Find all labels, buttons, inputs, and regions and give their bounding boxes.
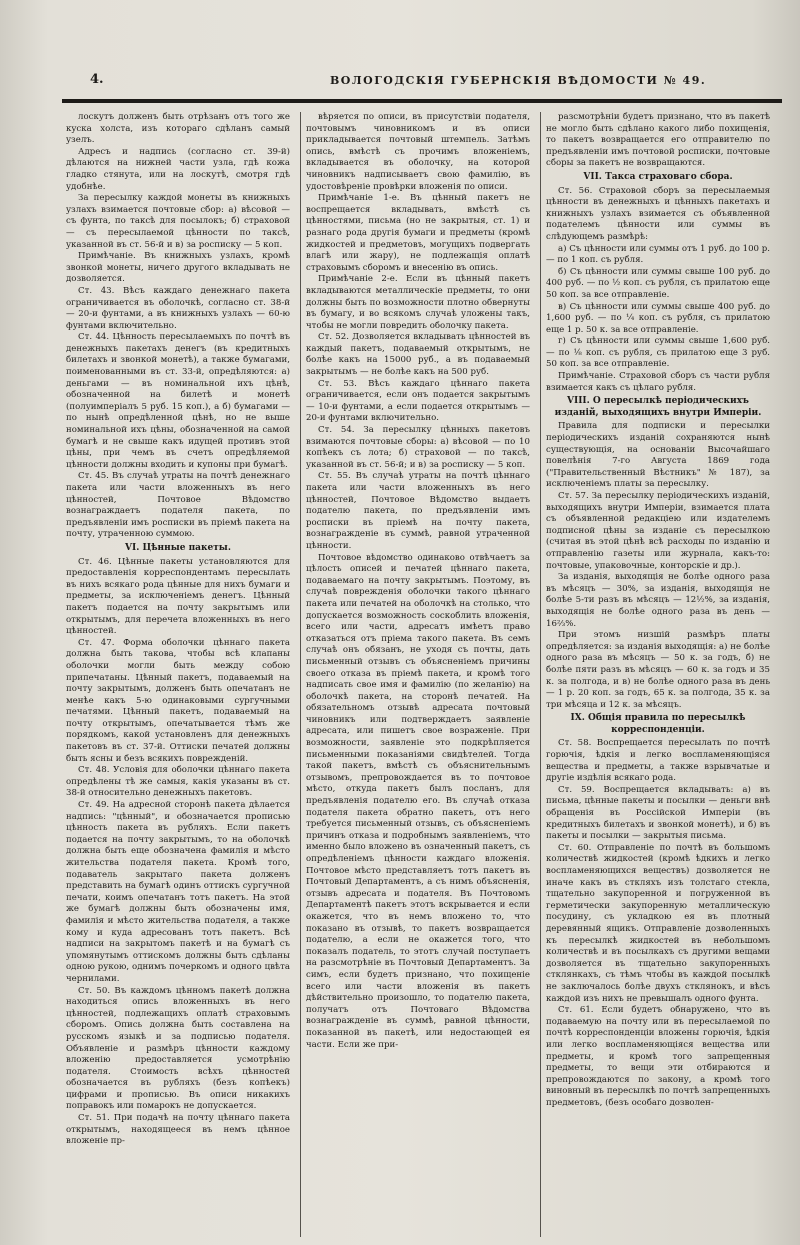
paragraph: Примѣчаніе. Въ книжныхъ узлахъ, кромѣ звонкой монеты, ничего другого вкладывать не дозволяется. bbox=[66, 251, 290, 285]
paragraph: б) Съ цѣнности или суммы свыше 100 руб. до 400 руб. — по ½ коп. съ рубля, съ прилатою еще 50 коп. за все отправленіе. bbox=[546, 266, 770, 300]
paragraph: Ст. 52. Дозволяется вкладывать цѣнностей въ каждый пакетъ, подаваемый открытымъ, не болѣе какъ на 15000 руб., а въ подаваемый закрытымъ — не болѣе какъ на 500 руб. bbox=[306, 332, 530, 378]
page-header bbox=[60, 70, 780, 94]
paragraph: Примѣчаніе. Страховой сборъ съ части рубля взимается какъ съ цѣлаго рубля. bbox=[546, 371, 770, 393]
paragraph: лоскутъ долженъ быть отрѣзанъ отъ того же куска холста, изъ котораго сдѣланъ самый узелъ. bbox=[66, 112, 290, 146]
paragraph: Примѣчаніе 2-е. Если въ цѣнный пакетъ вкладываются металлическіе предметы, то они должны быть по возможности плотно обвернуты въ бумагу, и во всякомъ случаѣ уложены такъ, чтобы не могли повредить оболочку пакета. bbox=[306, 274, 530, 331]
column-2 bbox=[306, 112, 530, 1237]
section-title-vi: VI. Цѣнные пакеты. bbox=[125, 542, 231, 553]
column-3-text-cont bbox=[546, 186, 770, 395]
paragraph: Ст. 44. Цѣнность пересылаемыхъ по почтѣ въ денежныхъ пакетахъ денегъ (въ кредитныхъ билетахъ и звонкой монетѣ), а также бумагами, поименованными въ ст. 33-й, опредѣляются: а) деньгами — въ номинальной ихъ цѣнѣ, обозначенной на билетѣ и монетѣ (полуимперіалъ 5 руб. 15 коп.), а б) бумагами — по нынѣ опредѣленной цѣнѣ, но не выше номинальной ихъ цѣны, обозначенной на самой бумагѣ и не свыше какъ идущей противъ этой цѣны, при чемъ въ счетъ опредѣляемой цѣнности должны входить и купоны при бумагѣ. bbox=[66, 332, 290, 470]
paragraph: Ст. 59. Воспрещается вкладывать: а) въ письма, цѣнные пакеты и посылки — деньги внѣ обращенія въ Россійской Имперіи (въ кредитныхъ билетахъ и звонкой монетѣ), и б) въ пакеты и посылки — закрытыя письма. bbox=[546, 784, 770, 842]
paragraph: Ст. 49. На адресной сторонѣ пакета дѣлается надпись: "цѣнный", и обозначается прописью цѣнность пакета въ рубляхъ. Если пакетъ подается на почту закрытымъ, то на оболочкѣ должна быть еще обозначена фамилія и мѣсто жительства подателя пакета. Кромѣ того, подаватель закрытаго пакета долженъ представить на бумагѣ одинъ оттискъ сургучной печати, коимъ опечатанъ тотъ пакетъ. На этой же бумагѣ должны быть обозначены имя, фамилія и мѣсто жительства подателя, а также кому и куда адресованъ тотъ пакетъ. Всѣ надписи на закрытомъ пакетѣ и на бумагѣ съ упомянутымъ оттискомъ должны быть сдѣланы одною рукою, однимъ почеркомъ и одного цвѣта чернилами. bbox=[66, 800, 290, 984]
paragraph: Адресъ и надпись (согласно ст. 39-й) дѣлаются на нижней части узла, гдѣ кожа гладко стянута, или на лоскутѣ, смотря гдѣ удобнѣе. bbox=[66, 146, 290, 192]
column-3 bbox=[546, 112, 770, 1237]
column-3-text-cont3 bbox=[546, 738, 770, 1109]
paragraph: Ст. 56. Страховой сборъ за пересылаемыя цѣнности въ денежныхъ и цѣнныхъ пакетахъ и книжныхъ узлахъ взимается съ объявленной подателемъ цѣнности или суммы въ слѣдующемъ размѣрѣ: bbox=[546, 185, 770, 242]
paragraph: разсмотрѣніи будетъ признано, что въ пакетѣ не могло быть сдѣлано какого либо похищенія, то пакетъ возвращается его отправителю по предъявленіи имъ почтовой росписки, почтовые сборы за пакетъ не возвращаются. bbox=[546, 112, 770, 169]
column-divider bbox=[300, 112, 301, 1237]
paragraph: За изданія, выходящія не болѣе одного раза въ мѣсяцъ — 30%, за изданія, выходящія не болѣе 5-ти разъ въ мѣсяцъ — 12½%, за изданія, выходящія не болѣе одного раза въ день — 16⅔%. bbox=[546, 572, 770, 629]
paragraph: Правила для подписки и пересылки періодическихъ изданій сохраняются нынѣ существующія, на основаніи Высочайшаго повелѣнія 7-го Августа 1869 года ("Правительственный Вѣстникъ" № 187), за исключеніемъ платы за пересылку. bbox=[546, 421, 770, 490]
paragraph: Ст. 61. Если будетъ обнаружено, что въ подаваемую на почту или въ пересылаемой по почтѣ корреспонденціи вложены горючія, ѣдкія или легко воспламеняющіяся вещества или предметы, и кромѣ того запрещенныя предметы, то вещи эти отбираются и препровождаются по закону, а кромѣ того виновный въ пересылкѣ по почтѣ запрещенныхъ предметовъ, (безъ особаго дозволен- bbox=[546, 1005, 770, 1108]
paragraph: Примѣчаніе 1-е. Въ цѣнный пакетъ не воспрещается вкладывать, вмѣстѣ съ цѣнностями, письма (но не закрытыя, ст. 1) и разнаго рода другія бумаги и предметы (кромѣ жидкостей и предметовъ, могущихъ подвергать влагѣ или жару), не подлежащія оплатѣ страховымъ сборомъ и внесенію въ опись. bbox=[306, 193, 530, 273]
paragraph: Ст. 60. Отправленіе по почтѣ въ большомъ количествѣ жидкостей (кромѣ ѣдкихъ и легко воспламеняющихся веществъ) дозволяется не иначе какъ въ сткляхъ изъ толстаго стекла, тщательно закупоренной и погруженной въ герметически закупоренную металлическую посудину, съ укладкою ея въ плотный деревянный ящикъ. Отправленіе дозволенныхъ къ пересылкѣ жидкостей въ небольшомъ количествѣ и въ посылкахъ съ другими вещами дозволяется въ тщательно закупоренныхъ стклянкахъ, съ тѣмъ чтобы въ каждой посылкѣ не заключалось болѣе двухъ стклянокъ, и вѣсъ каждой изъ нихъ не превышалъ одного фунта. bbox=[546, 842, 770, 1004]
column-3-text bbox=[546, 112, 770, 170]
paragraph: Ст. 54. За пересылку цѣнныхъ пакетовъ взимаются почтовые сборы: а) вѣсовой — по 10 копѣекъ съ лота; б) страховой — по таксѣ, указанной въ ст. 56-й; и в) за росписку — 5 коп. bbox=[306, 425, 530, 470]
paragraph: Ст. 43. Вѣсъ каждаго денежнаго пакета ограничивается въ оболочкѣ, согласно ст. 38-й — 20-и фунтами, а въ книжныхъ узлахъ — 60-ю фунтами включительно. bbox=[66, 285, 290, 331]
column-1 bbox=[66, 112, 290, 1237]
paragraph: Ст. 53. Вѣсъ каждаго цѣннаго пакета ограничивается, если онъ подается закрытымъ — 10-и фунтами, а если подается открытымъ — 20-и фунтами включительно. bbox=[306, 378, 530, 424]
paragraph: Ст. 48. Условія для оболочки цѣннаго пакета опредѣлены тѣ же самыя, какія указаны въ ст. 38-й относительно денежныхъ пакетовъ. bbox=[66, 765, 290, 799]
paragraph: Ст. 58. Воспрещается пересылать по почтѣ горючія, ѣдкія и легко воспламеняющіяся вещества и предметы, а также взрывчатые и другіе издѣлія всякаго рода. bbox=[546, 738, 770, 784]
paragraph: вѣряется по описи, въ присутствіи подателя, почтовымъ чиновникомъ и въ описи прикладывается почтовый штемпель. Затѣмъ опись, вмѣстѣ съ прочимъ вложеніемъ, вкладывается въ оболочку, на которой чиновникъ надписываетъ свою фамилію, въ удостовѣреніе провѣрки вложенія по описи. bbox=[306, 112, 530, 192]
column-2-text bbox=[306, 112, 530, 1051]
column-1-text bbox=[66, 112, 290, 541]
paragraph: Ст. 47. Форма оболочки цѣннаго пакета должна быть такова, чтобы всѣ клапаны оболочки могли быть между собою припечатаны. Цѣнный пакетъ, подаваемый на почту закрытымъ, долженъ быть опечатанъ не менѣе какъ 5-ю одинаковыми сургучными печатями. Цѣнный пакетъ, подаваемый на почту открытымъ, опечатывается тѣмъ же порядкомъ, какой установленъ для денежныхъ пакетовъ въ ст. 37-й. Оттиски печатей должны быть ясны и безъ всякихъ поврежденій. bbox=[66, 637, 290, 764]
paragraph: а) Съ цѣнности или суммы отъ 1 руб. до 100 р. — по 1 коп. съ рубля. bbox=[546, 243, 770, 266]
paragraph: в) Съ цѣнности или суммы свыше 400 руб. до 1,600 руб. — по ¼ коп. съ рубля, съ прилатою еще 1 р. 50 к. за все отправленіе. bbox=[546, 301, 770, 335]
paragraph: Ст. 45. Въ случаѣ утраты на почтѣ денежнаго пакета или части вложенныхъ въ него цѣнностей, Почтовое Вѣдомство вознаграждаетъ подателя пакета, по предъявленіи имъ росписки въ пріемѣ пакета на почту, утраченною суммою. bbox=[66, 471, 290, 540]
paragraph: За пересылку каждой монеты въ книжныхъ узлахъ взимается почтовые сбор: а) вѣсовой — съ фунта, по таксѣ для посылокъ; б) страховой — съ пересылаемой цѣнности по таксѣ, указанной въ ст. 56-й и в) за росписку — 5 коп. bbox=[66, 193, 290, 250]
section-title-viii: VIII. О пересылкѣ періодическихъ изданій, выходящихъ внутри Имперіи. bbox=[554, 396, 762, 418]
paragraph: Ст. 46. Цѣнные пакеты установляются для предоставленія корреспондентамъ пересылать въ нихъ всякаго рода цѣнные для нихъ бумаги и предметы, за исключеніемъ денегъ. Цѣнный пакетъ подается на почту закрытымъ или открытымъ, для перечета вложенныхъ въ него цѣнностей. bbox=[66, 556, 290, 637]
section-title-ix: IX. Общія правила по пересылкѣ корреспонденціи. bbox=[570, 713, 746, 735]
column-divider bbox=[540, 112, 541, 1237]
header-rule bbox=[62, 99, 782, 103]
masthead-title: ВОЛОГОДСКІЯ ГУБЕРНСКІЯ ВѢДОМОСТИ № 49. bbox=[330, 74, 707, 87]
column-1-text-cont bbox=[66, 557, 290, 1148]
paragraph: г) Съ цѣнности или суммы свыше 1,600 руб. — по ⅛ коп. съ рубля, съ прилатою еще 3 руб. 50 коп. за все отправленіе. bbox=[546, 336, 770, 370]
column-3-text-cont2 bbox=[546, 421, 770, 711]
paragraph: Ст. 57. За пересылку періодическихъ изданій, выходящихъ внутри Имперіи, взимается плата съ объявленной редакціею или издателемъ подписной цѣны за изданіе съ пересылкою (считая въ этой цѣнѣ всѣ расходы по изданію и отправленію газеты или журнала, какъ-то: почтовые, упаковочные, конторскіе и др.). bbox=[546, 491, 770, 571]
section-title-vii: VII. Такса страховаго сбора. bbox=[583, 171, 733, 182]
paragraph: Ст. 55. Въ случаѣ утраты на почтѣ цѣннаго пакета или части вложенныхъ въ него цѣнностей, Почтовое Вѣдомство выдаетъ подателю пакета, по предъявленіи имъ росписки въ пріемѣ на почту пакета, вознагражденіе въ суммѣ, равной утраченной цѣнности. bbox=[306, 471, 530, 551]
page-number: 4. bbox=[90, 72, 104, 87]
paragraph: При этомъ низшій размѣръ платы опредѣляется: за изданія выходящія: а) не болѣе одного раза въ мѣсяцъ — 50 к. за годъ, б) не болѣе пяти разъ въ мѣсяцъ — 60 к. за годъ и 35 к. за полгода, и в) не болѣе одного раза въ день — 1 р. 20 коп. за годъ, 65 к. за полгода, 35 к. за три мѣсяца и 12 к. за мѣсяцъ. bbox=[546, 630, 770, 710]
paragraph: Ст. 51. При подачѣ на почту цѣннаго пакета открытымъ, находящееся въ немъ цѣнное вложеніе пр- bbox=[66, 1113, 290, 1147]
paragraph: Почтовое вѣдомство одинаково отвѣчаетъ за цѣлость описей и печатей цѣннаго пакета, подаваемаго на почту закрытымъ. Поэтому, въ случаѣ поврежденія оболочки такого цѣннаго пакета или печатей на оболочкѣ на столько, что допускается возможность соскоблить вложенія, всего или части, адресатъ имѣетъ право отказаться отъ пріема такого пакета. Въ семъ случаѣ онъ обязанъ, не уходя съ почты, дать письменный отзывъ съ объясненіемъ причины своего отказа въ пріемѣ пакета, и кромѣ того надписать свое имя и фамилію (по желанію) на оболочкѣ пакета, на сторонѣ печатей. На обязательномъ отзывѣ адресата почтовый чиновникъ или подтверждаетъ заявленіе адресата, или пишетъ свое возраженіе. При возможности, заявленіе это подкрѣпляется письменными показаніями свидѣтелей. Тогда такой пакетъ, вмѣстѣ съ объяснительнымъ отзывомъ, препровождается въ то почтовое мѣсто, откуда пакетъ былъ посланъ, для предъявленія подателю его. Въ случаѣ отказа подателя пакета обратно пакетъ, отъ него требуется письменный отзывъ, съ объясненіемъ причинъ отказа и подробнымъ заявленіемъ, что именно было вложено въ означенный пакетъ, съ опредѣленіемъ цѣнности каждаго вложенія. Почтовое мѣсто представляетъ тотъ пакетъ въ Почтовый Департаментъ, а съ нимъ объясненія, отзывъ адресата и подателя. Въ Почтовомъ Департаментѣ пакетъ этотъ вскрывается и если окажется, что въ немъ вложено то, что показано въ отзывѣ, то пакетъ возвращается подателю, а если не окажется того, что показалъ податель, то этотъ случай поступаетъ на разсмотрѣніе въ Почтовый Департаментъ. За симъ, если будетъ признано, что похищеніе всего или части вложенія въ пакетъ дѣйствительно произошло, то подателю пакета, получатъ отъ Почтоваго Вѣдомства вознагражденіе въ суммѣ, равной цѣнности, показанной въ пакетѣ, или недостающей ея части. Если же при- bbox=[306, 552, 530, 1050]
paragraph: Ст. 50. Въ каждомъ цѣнномъ пакетѣ должна находиться опись вложенныхъ въ него цѣнностей, подлежащихъ оплатѣ страховымъ сборомъ. Опись должна быть составлена на русскомъ языкѣ и за подписью подателя. Объявленіе и размѣръ цѣнности каждому вложенію предоставляется усмотрѣнію подателя. Стоимость всѣхъ цѣнностей обозначается въ рубляхъ (безъ копѣекъ) цифрами и прописью. Въ описи никакихъ поправокъ или помарокъ не допускается. bbox=[66, 985, 290, 1112]
